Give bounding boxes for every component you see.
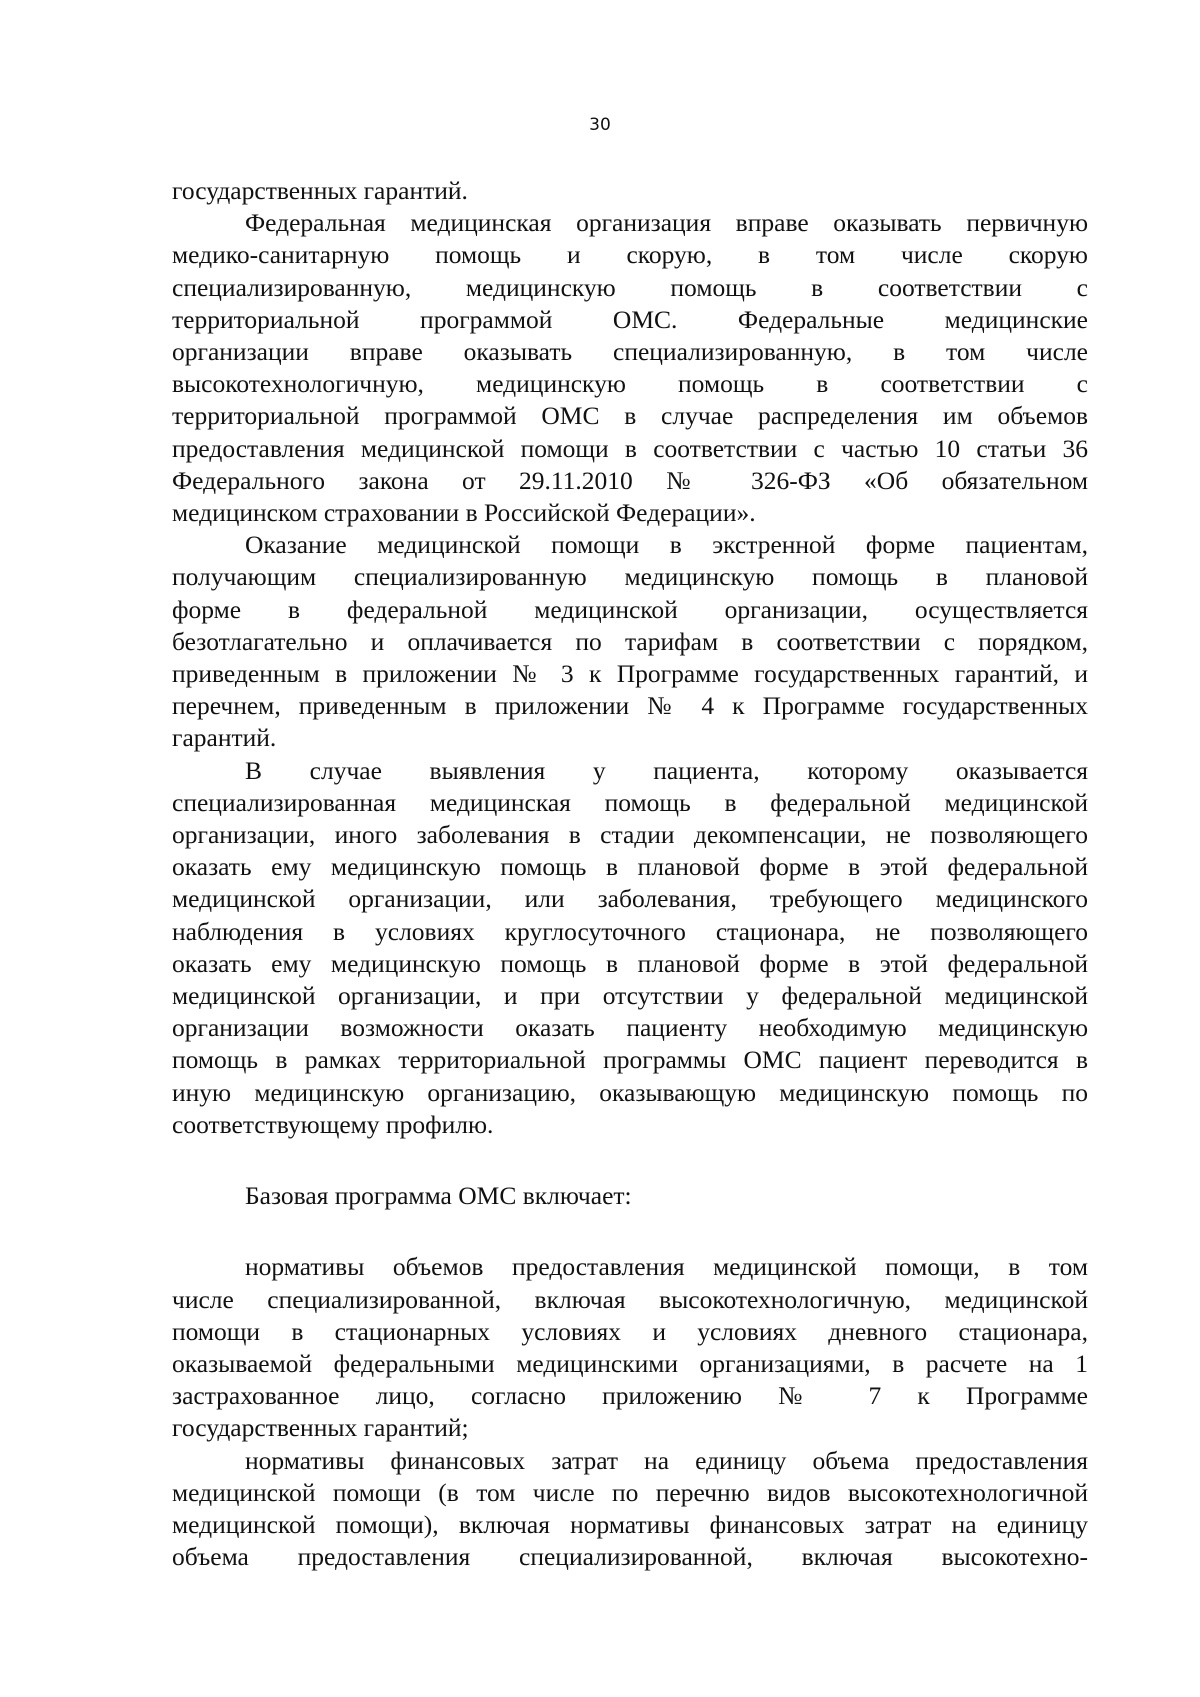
- text-line: числе специализированной, включая высокотехнологичную, медицинской: [172, 1284, 1088, 1314]
- text-line: форме в федеральной медицинской организации, осуществляется: [172, 594, 1088, 624]
- text-line: приведенным в приложении № 3 к Программе государственных гарантий, и: [172, 659, 1088, 689]
- text-line: медицинском страховании в Российской Федерации».: [172, 498, 756, 528]
- text-line: Федеральная медицинская организация вправе оказывать первичную: [245, 208, 1088, 238]
- text-line: Оказание медицинской помощи в экстренной форме пациентам,: [245, 530, 1088, 560]
- text-line: оказать ему медицинскую помощь в плановой форме в этой федеральной: [172, 948, 1088, 978]
- paragraph: [172, 755, 1088, 1141]
- paragraph: [172, 529, 1088, 754]
- text-line: высокотехнологичную, медицинскую помощь в соответствии с: [172, 369, 1088, 399]
- text-line: получающим специализированную медицинскую помощь в плановой: [172, 562, 1088, 592]
- text-line: помощи в стационарных условиях и условиях дневного стационара,: [172, 1316, 1088, 1346]
- text-line: территориальной программой ОМС в случае распределения им объемов: [172, 401, 1088, 431]
- text-line: иную медицинскую организацию, оказывающую медицинскую помощь по: [172, 1077, 1088, 1107]
- text-line: организации возможности оказать пациенту необходимую медицинскую: [172, 1013, 1088, 1043]
- document-body: [172, 175, 1088, 1573]
- paragraph: [172, 1180, 1088, 1212]
- text-line: медицинской помощи), включая нормативы финансовых затрат на единицу: [172, 1509, 1088, 1539]
- text-line: государственных гарантий;: [172, 1413, 469, 1443]
- text-line: оказать ему медицинскую помощь в плановой форме в этой федеральной: [172, 852, 1088, 882]
- text-line: медико-санитарную помощь и скорую, в том числе скорую: [172, 240, 1088, 270]
- text-line: территориальной программой ОМС. Федеральные медицинские: [172, 304, 1088, 334]
- text-line: организации вправе оказывать специализированную, в том числе: [172, 337, 1088, 367]
- paragraph: [172, 1445, 1088, 1574]
- text-line: В случае выявления у пациента, которому оказывается: [245, 755, 1088, 785]
- text-line: Федерального закона от 29.11.2010 № 326-ФЗ «Об обязательном: [172, 465, 1088, 495]
- text-line: гарантий.: [172, 723, 277, 753]
- paragraph-gap: [172, 1212, 1088, 1251]
- paragraph-gap: [172, 1141, 1088, 1180]
- text-line: нормативы финансовых затрат на единицу объема предоставления: [245, 1445, 1088, 1475]
- text-line: наблюдения в условиях круглосуточного стационара, не позволяющего: [172, 916, 1088, 946]
- text-line: застрахованное лицо, согласно приложению № 7 к Программе: [172, 1381, 1088, 1411]
- text-line: нормативы объемов предоставления медицинской помощи, в том: [245, 1252, 1088, 1282]
- text-line: медицинской организации, или заболевания, требующего медицинского: [172, 884, 1088, 914]
- text-line: оказываемой федеральными медицинскими организациями, в расчете на 1: [172, 1348, 1088, 1378]
- paragraph: [172, 175, 1088, 207]
- text-line: объема предоставления специализированной, включая высокотехно-: [172, 1542, 1088, 1572]
- text-line: предоставления медицинской помощи в соответствии с частью 10 статьи 36: [172, 433, 1088, 463]
- text-line: медицинской помощи (в том числе по перечню видов высокотехнологичной: [172, 1477, 1088, 1507]
- text-line: специализированную, медицинскую помощь в соответствии с: [172, 272, 1088, 302]
- text-line: организации, иного заболевания в стадии декомпенсации, не позволяющего: [172, 820, 1088, 850]
- paragraph: [172, 207, 1088, 529]
- text-line: перечнем, приведенным в приложении № 4 к Программе государственных: [172, 691, 1088, 721]
- text-line: медицинской организации, и при отсутствии у федеральной медицинской: [172, 981, 1088, 1011]
- text-line: специализированная медицинская помощь в федеральной медицинской: [172, 787, 1088, 817]
- text-line: безотлагательно и оплачивается по тарифам в соответствии с порядком,: [172, 626, 1088, 656]
- text-line: соответствующему профилю.: [172, 1109, 494, 1139]
- page-number: 30: [589, 115, 611, 135]
- text-line: помощь в рамках территориальной программы ОМС пациент переводится в: [172, 1045, 1088, 1075]
- paragraph: [172, 1251, 1088, 1444]
- text-line: Базовая программа ОМС включает:: [245, 1181, 632, 1211]
- text-line: государственных гарантий.: [172, 176, 468, 205]
